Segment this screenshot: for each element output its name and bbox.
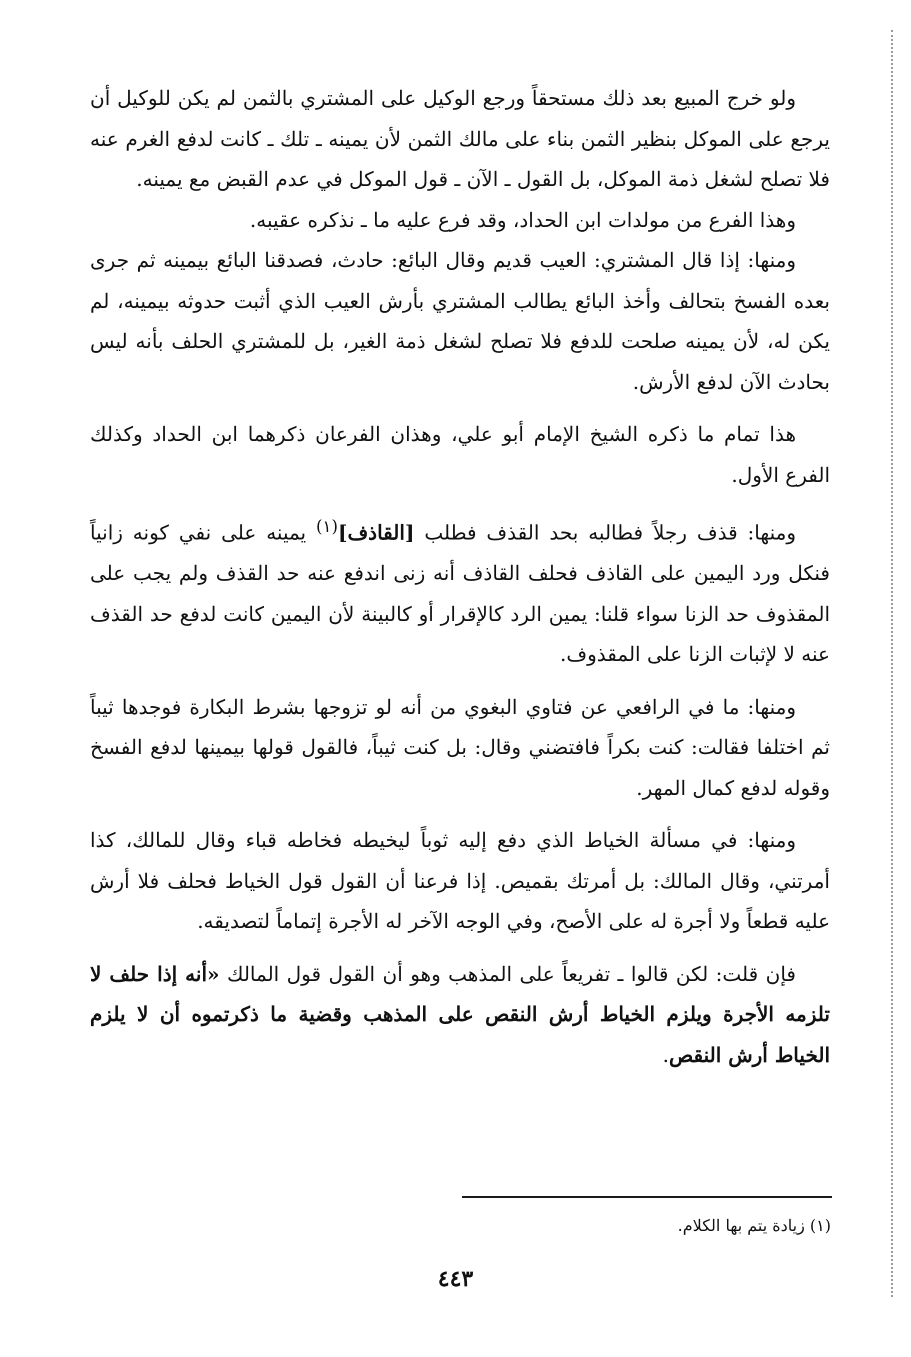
- paragraph-4: هذا تمام ما ذكره الشيخ الإمام أبو علي، وهذان الفرعان ذكرهما ابن الحداد وكذلك الفرع الأول.: [90, 422, 830, 487]
- paragraph-8: [90, 954, 830, 1076]
- paragraph-6: ومنها: ما في الرافعي عن فتاوي البغوي من أنه لو تزوجها بشرط البكارة فوجدها ثيباً ثم اختلفا فقالت: كنت بكراً فافتضني وقال: بل كنت ثيباً، فالقول قولها بيمينها لدفع الفسخ وقوله لدفع كمال المهر.: [90, 694, 830, 800]
- paragraph-7: ومنها: في مسألة الخياط الذي دفع إليه ثوباً ليخيطه فخاطه قباء وقال للمالك، كذا أمرتني، وقال المالك: بل أمرتك بقميص. إذا فرعنا أن القول قول الخياط فحلف فلا أرش عليه قطعاً ولا أجرة له على الأصح، وفي الوجه الآخر له الأجرة إتماماً لتصديقه.: [90, 828, 830, 934]
- footnote: (١) زيادة يتم بها الكلام.: [677, 1216, 831, 1235]
- footnote-separator: [462, 1196, 832, 1198]
- main-text: [90, 78, 830, 1075]
- footnote-marker: (١): [316, 517, 338, 536]
- paragraph-5-bold-word: [القاذف]: [337, 520, 415, 545]
- paragraph-2: وهذا الفرع من مولدات ابن الحداد، وقد فرع عليه ما ـ نذكره عقيبه.: [249, 207, 796, 232]
- paragraph-1: ولو خرج المبيع بعد ذلك مستحقاً ورجع الوكيل على المشتري بالثمن لم يكن للوكيل أن يرجع على الموكل بنظير الثمن بناء على مالك الثمن لأن يمينه ـ تلك ـ كانت لدفع الغرم عنه فلا تصلح لشغل ذمة الموكل، بل القول ـ الآن ـ قول الموكل في عدم القبض مع يمينه.: [90, 86, 830, 191]
- paragraph-8-text-before: فإن قلت: لكن قالوا ـ تفريعاً على المذهب وهو أن القول قول المالك: [219, 961, 796, 986]
- paragraph-5-text-before: ومنها: قذف رجلاً فطالبه بحد القذف فطلب: [414, 520, 796, 545]
- paragraph-5-text-after: يمينه على نفي كونه زانياً فنكل ورد اليمين على القاذف فحلف القاذف أنه زنى اندفع عنه حد القذف ولم يجب على المقذوف حد الزنا سواء قلنا: يمين الرد كالإقرار أو كالبينة لأن اليمين كانت لدفع حد القذف عنه لا لإثبات الزنا على المقذوف.: [90, 520, 830, 667]
- paragraph-8-bold-quote: «أنه إذا حلف لا تلزمه الأجرة ويلزم الخياط أرش النقص على المذهب وقضية ما ذكرتموه أن لا يلزم الخياط أرش النقص: [90, 961, 830, 1067]
- paragraph-3: ومنها: إذا قال المشتري: العيب قديم وقال البائع: حادث، فصدقنا البائع بيمينه ثم جرى بعده الفسخ بتحالف وأخذ البائع يطالب المشتري بأرش العيب الذي أثبت حدوثه بيمينه، لم يكن له، لأن يمينه صلحت للدفع فلا تصلح لشغل ذمة الغير، بل للمشتري الحلف بأنه ليس بحادث الآن لدفع الأرش.: [90, 248, 830, 394]
- paragraph-5: [90, 507, 830, 675]
- scan-edge-dots: [891, 30, 893, 1297]
- page-number: ٤٤٣: [437, 1266, 474, 1292]
- paragraph-8-text-after: .: [662, 1042, 669, 1067]
